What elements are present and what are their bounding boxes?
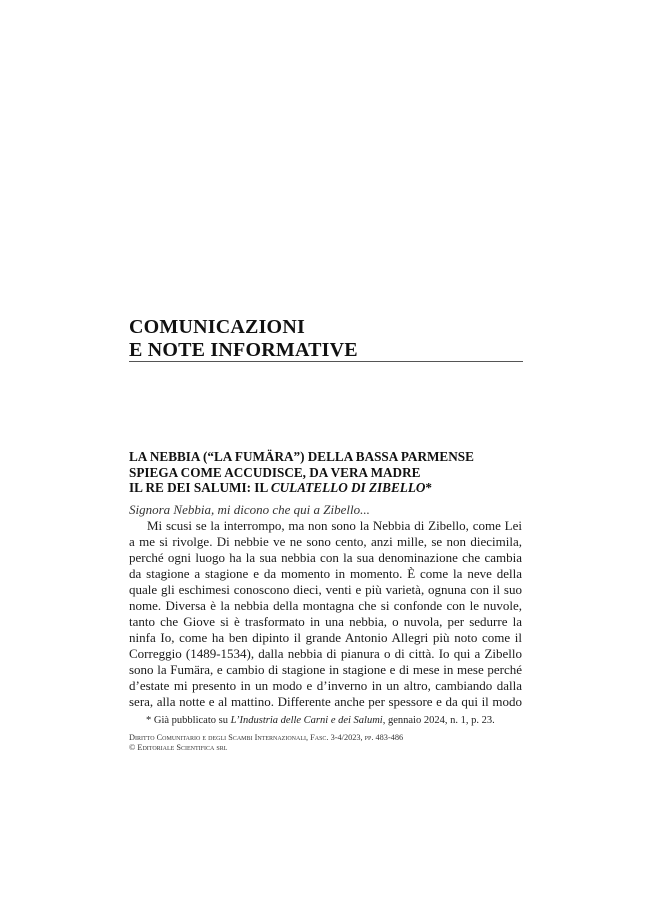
- section-heading-line-2: E NOTE INFORMATIVE: [129, 339, 358, 361]
- footnote-marker: *: [146, 715, 152, 726]
- body-line: da stagione a stagione e da momento in momento. È come la neve della: [129, 566, 522, 581]
- article-title-line-3-plain: IL RE DEI SALUMI: IL: [129, 480, 271, 495]
- section-heading-rule: [129, 361, 523, 362]
- article-title-line-1: LA NEBBIA (“LA FUMÄRA”) DELLA BASSA PARMENSE: [129, 449, 474, 464]
- article-title-line-3: [129, 480, 529, 496]
- body-line: perché ogni luogo ha la sua nebbia con la sua denominazione che cambia: [129, 550, 522, 565]
- section-heading: [129, 316, 523, 362]
- body-line: sera, alla notte e al mattino. Differente anche per spessore e da qui il modo: [129, 694, 522, 709]
- article-title: [129, 449, 529, 496]
- section-heading-line-1: COMUNICAZIONI: [129, 316, 305, 338]
- body-line: Mi scusi se la interrompo, ma non sono la Nebbia di Zibello, come Lei: [147, 518, 522, 533]
- journal-citation: Diritto Comunitario e degli Scambi Internazionali, Fasc. 3-4/2023, pp. 483-486: [129, 733, 404, 742]
- footnote-marker-ref: *: [425, 480, 432, 495]
- body-line: quale gli eschimesi conoscono dieci, venti e più varietà, ognuna con il suo: [129, 582, 522, 597]
- dialogue-lead: Signora Nebbia, mi dicono che qui a Zibello...: [129, 502, 370, 517]
- body-line: nome. Diversa è la nebbia della montagna che si confonde con le nuvole,: [129, 598, 522, 613]
- article-title-italic: CULATELLO DI ZIBELLO: [270, 480, 426, 495]
- body-line: Correggio (1489-1534), dalla nebbia di pianura o di città. Io qui a Zibello: [129, 646, 522, 661]
- journal-copyright: © Editoriale Scientifica srl: [129, 743, 228, 752]
- journal-info: [129, 733, 403, 753]
- body-line: a me si rivolge. Di nebbie ve ne sono cento, anzi mille, se non diecimila,: [129, 534, 522, 549]
- article-title-line-2: SPIEGA COME ACCUDISCE, DA VERA MADRE: [129, 464, 421, 480]
- footnote-prefix: Già pubblicato su: [151, 715, 231, 726]
- body-line: d’estate mi presento in un modo e d’inverno in un altro, cambiando dalla: [129, 678, 522, 693]
- footnote: [146, 714, 495, 727]
- body-text: [129, 518, 522, 710]
- body-line: sono la Fumära, e cambio di stagione in stagione e di mese in mese perché: [129, 662, 522, 677]
- footnote-source: L’Industria delle Carni e dei Salumi: [230, 715, 383, 726]
- footnote-suffix: , gennaio 2024, n. 1, p. 23.: [382, 715, 495, 726]
- body-line: tanto che Giove si è trasformato in una nebbia, o nuvola, per sedurre la: [129, 614, 522, 629]
- body-line: ninfa Io, come ha ben dipinto il grande Antonio Allegri più noto come il: [129, 630, 522, 645]
